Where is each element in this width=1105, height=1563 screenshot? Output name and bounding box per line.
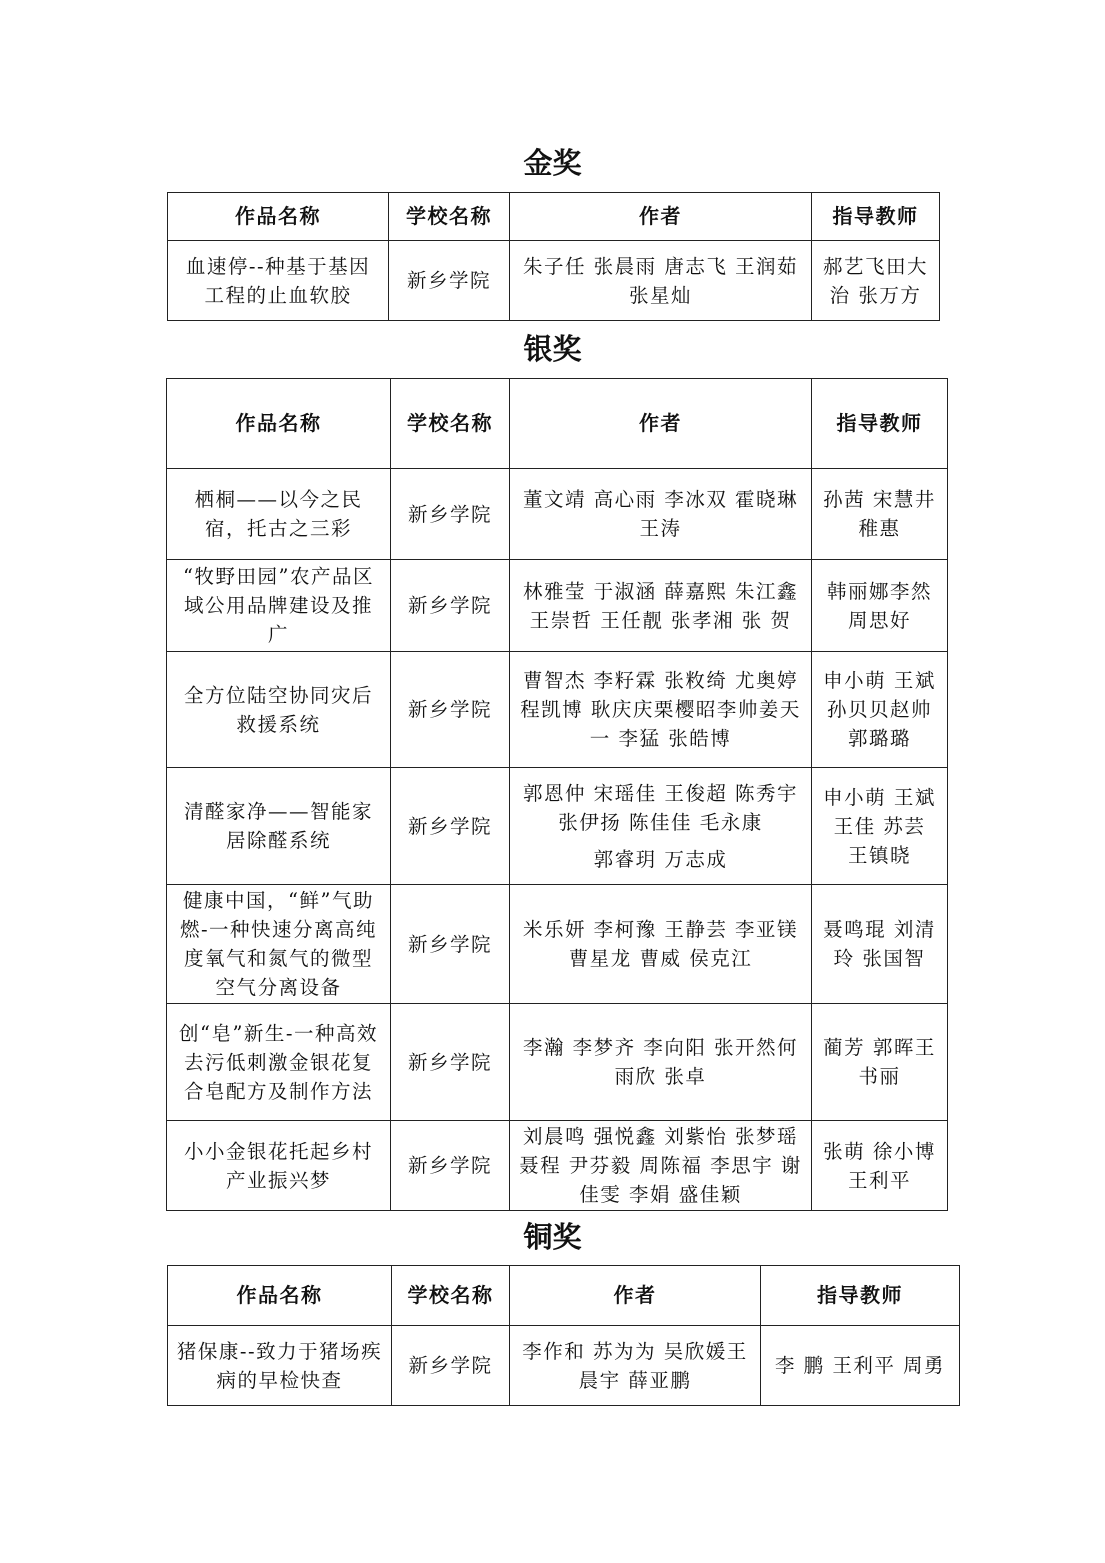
header-authors: 作者 (510, 193, 812, 241)
authors-cell: 曹智杰 李籽霖 张敉绮 尤奥婷 程凯博 耿庆庆栗樱昭李帅姜天一 李猛 张皓博 (510, 652, 812, 768)
teacher-cell: 申小萌 王斌 孙贝贝赵帅 郭璐璐 (812, 652, 948, 768)
table-row (167, 885, 948, 1004)
work-name-cell: 清醛家净——智能家居除醛系统 (167, 768, 391, 885)
table-row (167, 768, 948, 885)
header-authors: 作者 (510, 379, 812, 469)
table-row (167, 1004, 948, 1121)
work-name-cell: 创“皂”新生-一种高效去污低刺激金银花复合皂配方及制作方法 (167, 1004, 391, 1121)
work-name-cell: 全方位陆空协同灾后救援系统 (167, 652, 391, 768)
work-name-cell: “牧野田园”农产品区域公用品牌建设及推广 (167, 560, 391, 652)
table-row (167, 469, 948, 560)
header-school-name: 学校名称 (391, 379, 510, 469)
header-school-name: 学校名称 (389, 193, 510, 241)
school-cell: 新乡学院 (391, 469, 510, 560)
table-header-row (167, 379, 948, 469)
school-cell: 新乡学院 (389, 241, 510, 321)
bronze-award-title: 铜奖 (523, 1220, 582, 1254)
table-row (168, 1326, 960, 1406)
authors-cell (510, 768, 812, 885)
header-work-name: 作品名称 (168, 193, 389, 241)
table-header-row (168, 193, 940, 241)
gold-award-table (167, 192, 940, 321)
teacher-cell: 聂鸣琨 刘清玲 张国智 (812, 885, 948, 1004)
teacher-cell: 蔺芳 郭晖王书丽 (812, 1004, 948, 1121)
work-name-cell: 小小金银花托起乡村产业振兴梦 (167, 1121, 391, 1211)
header-teacher: 指导教师 (812, 193, 940, 241)
teacher-cell: 孙茜 宋慧井稚惠 (812, 469, 948, 560)
school-cell: 新乡学院 (392, 1326, 510, 1406)
authors-cell: 李瀚 李梦齐 李向阳 张开然何雨欣 张卓 (510, 1004, 812, 1121)
authors-cell: 朱子任 张晨雨 唐志飞 王润茹 张星灿 (510, 241, 812, 321)
authors-cell: 刘晨鸣 强悦鑫 刘紫怡 张梦瑶 聂程 尹芬毅 周陈福 李思宇 谢佳雯 李娟 盛佳颖 (510, 1121, 812, 1211)
work-name-cell: 猪保康--致力于猪场疾病的早检快查 (168, 1326, 392, 1406)
teacher-cell: 郝艺飞田大治 张万方 (812, 241, 940, 321)
work-name-cell: 栖桐——以今之民宿，托古之三彩 (167, 469, 391, 560)
silver-award-title: 银奖 (523, 332, 582, 366)
header-work-name: 作品名称 (167, 379, 391, 469)
bronze-award-table (167, 1265, 960, 1406)
authors-main: 郭恩仲 宋瑶佳 王俊超 陈秀宇 张伊扬 陈佳佳 毛永康 (522, 781, 799, 834)
table-header-row (168, 1266, 960, 1326)
teacher-cell: 李 鹏 王利平 周勇 (761, 1326, 960, 1406)
teacher-cell: 韩丽娜李然周思好 (812, 560, 948, 652)
header-authors: 作者 (510, 1266, 761, 1326)
silver-award-table (166, 378, 948, 1211)
authors-cell: 林雅莹 于淑涵 薛嘉熙 朱江鑫 王崇哲 王任靓 张孝湘 张 贺 (510, 560, 812, 652)
school-cell: 新乡学院 (391, 560, 510, 652)
authors-cell: 李作和 苏为为 吴欣媛王晨宇 薛亚鹏 (510, 1326, 761, 1406)
teacher-cell: 申小萌 王斌 王佳 苏芸 王镇晓 (812, 768, 948, 885)
header-teacher: 指导教师 (761, 1266, 960, 1326)
school-cell: 新乡学院 (391, 768, 510, 885)
table-row (168, 241, 940, 321)
table-row (167, 652, 948, 768)
authors-extra: 郭睿玥 万志成 (593, 847, 728, 871)
gold-award-title: 金奖 (523, 146, 582, 180)
authors-cell: 米乐妍 李柯豫 王静芸 李亚镁 曹星龙 曹威 侯克江 (510, 885, 812, 1004)
school-cell: 新乡学院 (391, 652, 510, 768)
header-work-name: 作品名称 (168, 1266, 392, 1326)
school-cell: 新乡学院 (391, 1121, 510, 1211)
work-name-cell: 血速停--种基于基因工程的止血软胶 (168, 241, 389, 321)
table-row (167, 560, 948, 652)
school-cell: 新乡学院 (391, 885, 510, 1004)
school-cell: 新乡学院 (391, 1004, 510, 1121)
work-name-cell: 健康中国，“鲜”气助燃-一种快速分离高纯度氧气和氮气的微型空气分离设备 (167, 885, 391, 1004)
header-teacher: 指导教师 (812, 379, 948, 469)
teacher-cell: 张萌 徐小博 王利平 (812, 1121, 948, 1211)
table-row (167, 1121, 948, 1211)
header-school-name: 学校名称 (392, 1266, 510, 1326)
authors-cell: 董文靖 高心雨 李冰双 霍晓琳 王涛 (510, 469, 812, 560)
